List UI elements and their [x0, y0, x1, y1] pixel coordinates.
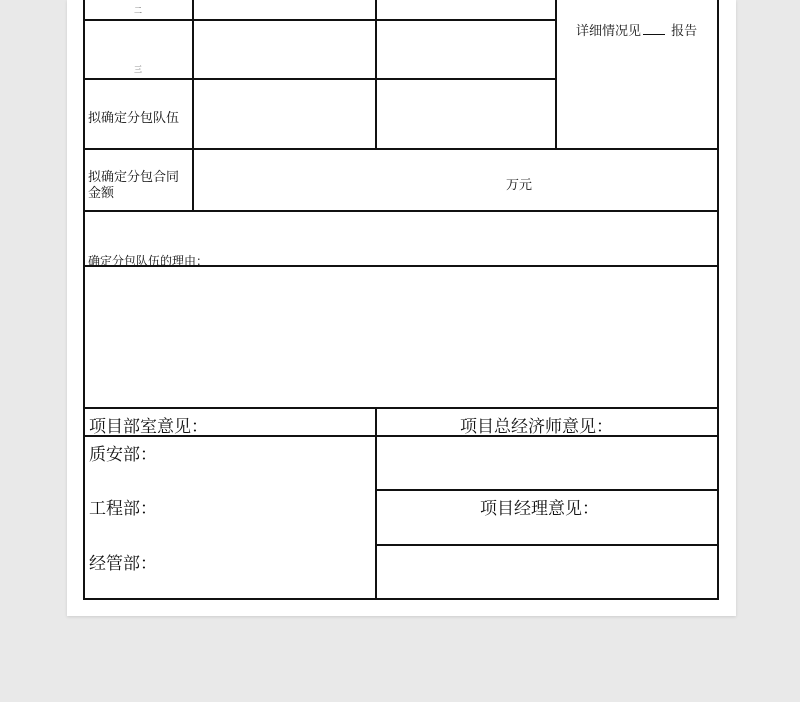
- row-three-label: 三: [134, 65, 142, 74]
- chief-economist-opinion-header: 项目总经济师意见：: [460, 417, 613, 437]
- chief-economist-opinion-field[interactable]: [377, 437, 717, 489]
- report-name-blank[interactable]: [643, 34, 665, 35]
- table-border-bottom: [83, 598, 719, 600]
- details-prefix: 详细情况见: [576, 24, 642, 39]
- table-border-right: [717, 0, 719, 600]
- row-line-3: [83, 148, 719, 150]
- project-manager-opinion-field[interactable]: [377, 546, 717, 598]
- project-manager-opinion-header: 项目经理意见：: [480, 499, 599, 519]
- opinion-row-line-2: [375, 489, 719, 491]
- col-divider-1: [192, 0, 194, 211]
- proposed-team-label: 拟确定分包队伍: [88, 111, 180, 126]
- dept-opinion-header: 项目部室意见：: [89, 417, 208, 437]
- row-line-6: [83, 407, 719, 409]
- contract-amount-label-line1: 拟确定分包合同: [88, 170, 180, 185]
- row-two-label: 二: [134, 6, 142, 15]
- reason-field[interactable]: [85, 267, 717, 407]
- details-reference: [576, 20, 697, 39]
- row-line-4: [83, 210, 719, 212]
- contract-amount-label-line2: 金额: [88, 186, 115, 201]
- details-suffix: 报告: [671, 24, 698, 39]
- col-divider-3: [555, 0, 557, 149]
- col-divider-2: [375, 0, 377, 149]
- row-line-1: [83, 19, 557, 21]
- quality-safety-dept-label: 质安部：: [89, 445, 157, 465]
- row-line-2: [83, 78, 557, 80]
- management-dept-label: 经管部：: [89, 554, 157, 574]
- contract-amount-unit: 万元: [506, 178, 533, 193]
- reason-label: 确定分包队伍的理由：: [88, 254, 209, 268]
- engineering-dept-label: 工程部：: [89, 499, 157, 519]
